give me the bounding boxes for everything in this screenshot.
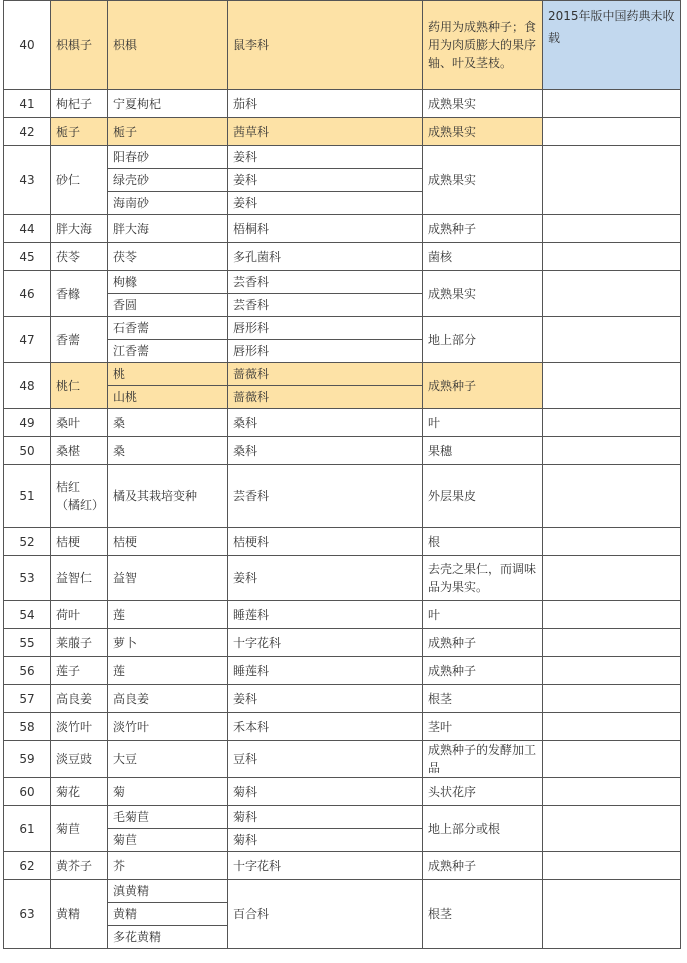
row-number: 53 [4,556,51,601]
species-name: 橘及其栽培变种 [108,465,228,528]
table-row [4,629,681,657]
family-name: 茄科 [228,90,423,118]
note-cell [543,741,681,778]
note-cell [543,806,681,852]
species-name: 茯苓 [108,243,228,271]
herb-name: 淡竹叶 [51,713,108,741]
row-number: 45 [4,243,51,271]
table-row [4,657,681,685]
used-part: 成熟果实 [423,146,543,215]
used-part: 去壳之果仁，而调味品为果实。 [423,556,543,601]
herb-name: 荷叶 [51,601,108,629]
row-number: 48 [4,363,51,409]
family-name: 菊科 [228,806,423,829]
row-number: 44 [4,215,51,243]
used-part: 地上部分或根 [423,806,543,852]
note-cell [543,713,681,741]
herb-name: 香橼 [51,271,108,317]
table-row [4,317,681,340]
herb-name: 莲子 [51,657,108,685]
used-part: 成熟果实 [423,271,543,317]
family-name: 姜科 [228,146,423,169]
used-part: 成熟种子的发酵加工品 [423,741,543,778]
used-part: 成熟种子 [423,363,543,409]
row-number: 50 [4,437,51,465]
row-number: 58 [4,713,51,741]
family-name: 姜科 [228,685,423,713]
table-row [4,741,681,778]
species-name: 桃 [108,363,228,386]
note-cell [543,409,681,437]
table-row [4,271,681,294]
row-number: 42 [4,118,51,146]
note-cell [543,465,681,528]
family-name: 桑科 [228,409,423,437]
species-name: 桔梗 [108,528,228,556]
row-number: 62 [4,852,51,880]
row-number: 54 [4,601,51,629]
family-name: 桑科 [228,437,423,465]
row-number: 55 [4,629,51,657]
table-row [4,806,681,829]
species-name: 淡竹叶 [108,713,228,741]
table-row [4,437,681,465]
species-name: 胖大海 [108,215,228,243]
row-number: 61 [4,806,51,852]
table-row [4,528,681,556]
row-number: 47 [4,317,51,363]
used-part: 药用为成熟种子；食用为肉质膨大的果序轴、叶及茎枝。 [423,1,543,90]
table-row [4,465,681,528]
table-row [4,601,681,629]
species-name: 黄精 [108,903,228,926]
row-number: 60 [4,778,51,806]
species-name: 枳椇 [108,1,228,90]
family-name: 睡莲科 [228,657,423,685]
species-name: 益智 [108,556,228,601]
herb-name: 枸杞子 [51,90,108,118]
table-row [4,713,681,741]
used-part: 根茎 [423,685,543,713]
species-name: 绿壳砂 [108,169,228,192]
family-name: 芸香科 [228,294,423,317]
family-name: 多孔菌科 [228,243,423,271]
row-number: 41 [4,90,51,118]
species-name: 萝卜 [108,629,228,657]
herb-name: 菊花 [51,778,108,806]
table-row [4,363,681,386]
species-name: 香圆 [108,294,228,317]
note-cell [543,657,681,685]
species-name: 高良姜 [108,685,228,713]
species-name: 莲 [108,601,228,629]
family-name: 十字花科 [228,629,423,657]
species-name: 滇黄精 [108,880,228,903]
table-row [4,215,681,243]
family-name: 豆科 [228,741,423,778]
species-name: 石香薷 [108,317,228,340]
used-part: 成熟果实 [423,118,543,146]
herb-name: 茯苓 [51,243,108,271]
used-part: 成熟种子 [423,629,543,657]
used-part: 茎叶 [423,713,543,741]
note-cell [543,146,681,215]
species-name: 宁夏枸杞 [108,90,228,118]
species-name: 芥 [108,852,228,880]
note-cell [543,601,681,629]
family-name: 唇形科 [228,317,423,340]
family-name: 菊科 [228,778,423,806]
family-name: 十字花科 [228,852,423,880]
species-name: 江香薷 [108,340,228,363]
used-part: 地上部分 [423,317,543,363]
used-part: 根茎 [423,880,543,949]
table-row [4,556,681,601]
herb-name: 砂仁 [51,146,108,215]
species-name: 海南砂 [108,192,228,215]
herb-name: 香薷 [51,317,108,363]
row-number: 40 [4,1,51,90]
species-name: 栀子 [108,118,228,146]
used-part: 成熟种子 [423,852,543,880]
family-name: 禾本科 [228,713,423,741]
table-row [4,118,681,146]
row-number: 59 [4,741,51,778]
row-number: 52 [4,528,51,556]
species-name: 毛菊苣 [108,806,228,829]
note-cell [543,437,681,465]
food-medicine-table [3,0,681,949]
used-part: 头状花序 [423,778,543,806]
note-cell [543,317,681,363]
herb-name: 淡豆豉 [51,741,108,778]
used-part: 成熟种子 [423,657,543,685]
family-name: 百合科 [228,880,423,949]
herb-name: 桃仁 [51,363,108,409]
herb-name: 桑叶 [51,409,108,437]
family-name: 菊科 [228,829,423,852]
family-name: 姜科 [228,169,423,192]
herb-name: 黄芥子 [51,852,108,880]
note-cell [543,90,681,118]
species-name: 多花黄精 [108,926,228,949]
note-cell [543,778,681,806]
note-cell [543,363,681,409]
pharmacopoeia-note: 2015年版中国药典未收载 [543,1,681,90]
herb-name: 高良姜 [51,685,108,713]
species-name: 阳春砂 [108,146,228,169]
used-part: 根 [423,528,543,556]
row-number: 57 [4,685,51,713]
note-cell [543,685,681,713]
family-name: 鼠李科 [228,1,423,90]
note-cell [543,852,681,880]
species-name: 山桃 [108,386,228,409]
used-part: 菌核 [423,243,543,271]
herb-name: 栀子 [51,118,108,146]
family-name: 蔷薇科 [228,363,423,386]
note-cell [543,880,681,949]
herb-name: 桑椹 [51,437,108,465]
species-name: 菊苣 [108,829,228,852]
row-number: 43 [4,146,51,215]
used-part: 叶 [423,601,543,629]
species-name: 枸橼 [108,271,228,294]
used-part: 外层果皮 [423,465,543,528]
used-part: 果穗 [423,437,543,465]
row-number: 56 [4,657,51,685]
row-number: 46 [4,271,51,317]
table-row [4,852,681,880]
species-name: 桑 [108,437,228,465]
row-number: 63 [4,880,51,949]
herb-name: 莱菔子 [51,629,108,657]
note-cell [543,271,681,317]
used-part: 成熟种子 [423,215,543,243]
used-part: 叶 [423,409,543,437]
table-row [4,146,681,169]
table-row [4,1,681,90]
note-cell [543,243,681,271]
family-name: 蔷薇科 [228,386,423,409]
species-name: 大豆 [108,741,228,778]
table-row [4,409,681,437]
row-number: 51 [4,465,51,528]
herb-name: 枳椇子 [51,1,108,90]
species-name: 莲 [108,657,228,685]
row-number: 49 [4,409,51,437]
species-name: 菊 [108,778,228,806]
family-name: 芸香科 [228,271,423,294]
table-row [4,685,681,713]
species-name: 桑 [108,409,228,437]
family-name: 桔梗科 [228,528,423,556]
family-name: 芸香科 [228,465,423,528]
family-name: 姜科 [228,192,423,215]
note-cell [543,118,681,146]
family-name: 茜草科 [228,118,423,146]
note-cell [543,556,681,601]
table-row [4,243,681,271]
table-row [4,90,681,118]
family-name: 梧桐科 [228,215,423,243]
herb-name: 菊苣 [51,806,108,852]
family-name: 姜科 [228,556,423,601]
family-name: 睡莲科 [228,601,423,629]
herb-name: 胖大海 [51,215,108,243]
note-cell [543,215,681,243]
family-name: 唇形科 [228,340,423,363]
table-row [4,880,681,903]
used-part: 成熟果实 [423,90,543,118]
herb-name: 桔梗 [51,528,108,556]
note-cell [543,629,681,657]
herb-name: 益智仁 [51,556,108,601]
herb-name: 桔红（橘红） [51,465,108,528]
table-row [4,778,681,806]
note-cell [543,528,681,556]
herb-name: 黄精 [51,880,108,949]
